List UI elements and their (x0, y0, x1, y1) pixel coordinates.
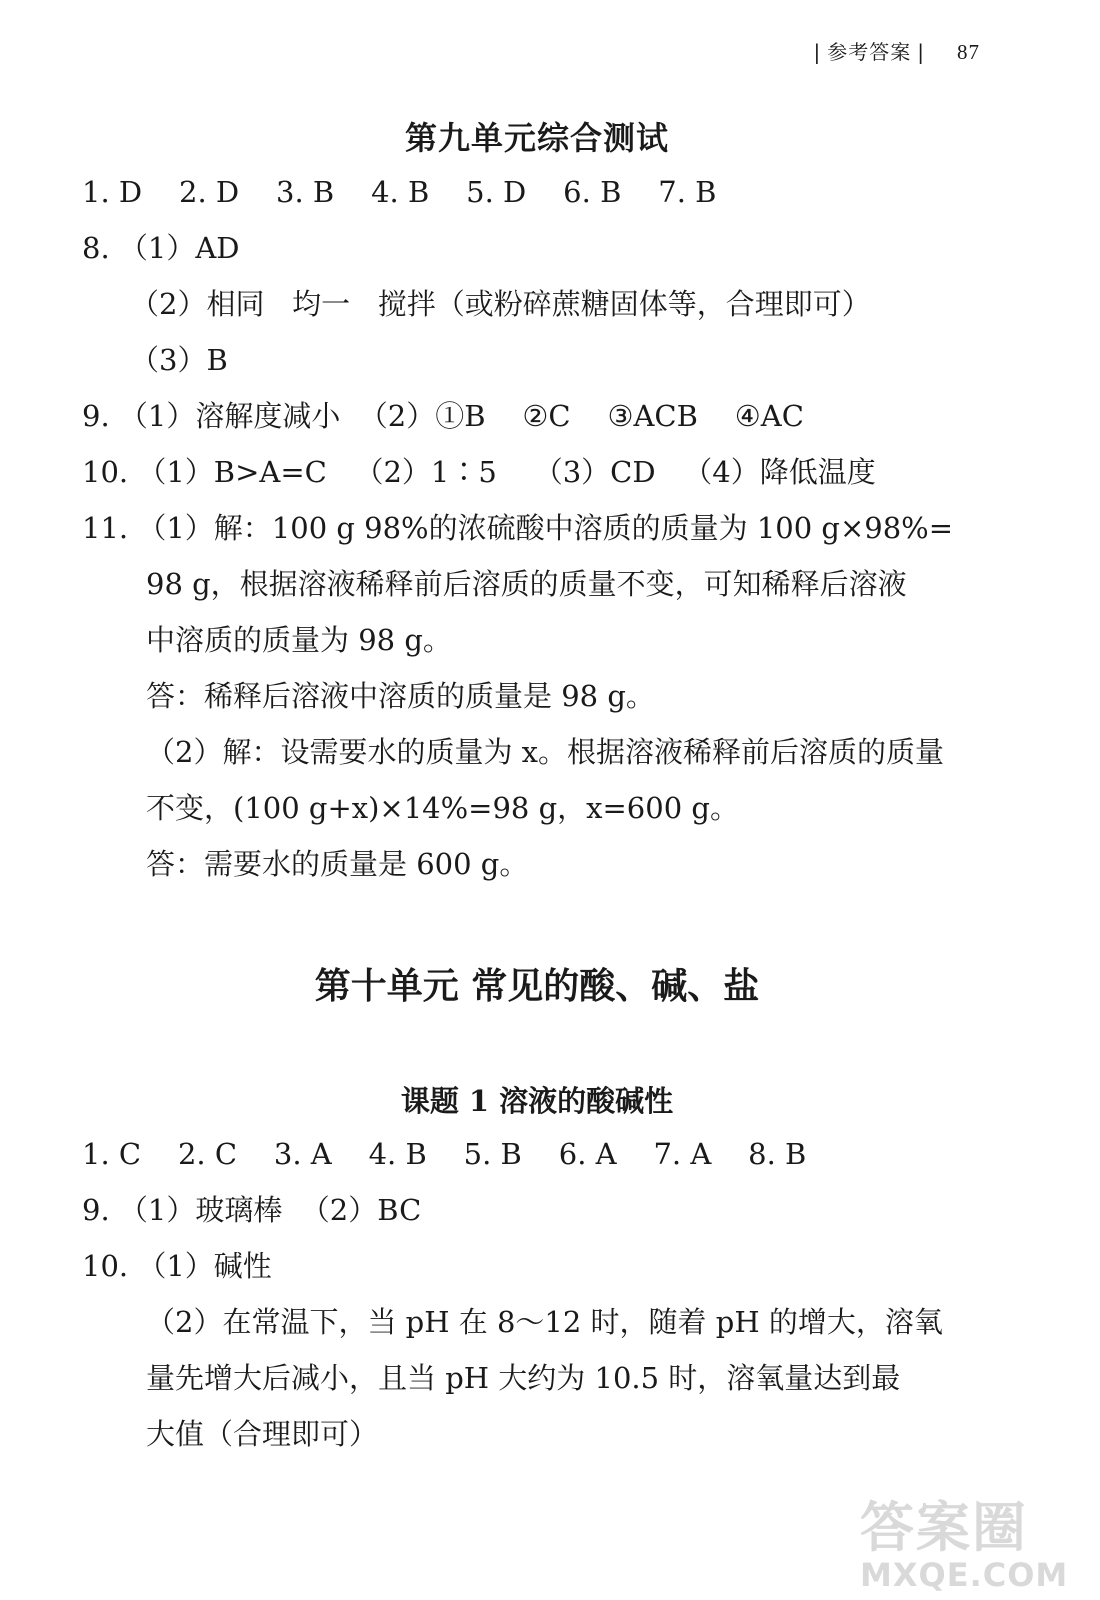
answer-line: 量先增大后减小，且当 pH 大约为 10.5 时，溶氧量达到最 (146, 1361, 901, 1395)
answer-line: 9. （1）玻璃棒 （2）BC (82, 1193, 422, 1227)
header-divider: | (813, 40, 822, 64)
answer-line: （2）相同 均一 搅拌（或粉碎蔗糖固体等，合理即可） (130, 287, 871, 321)
answer-line: 答：稀释后溶液中溶质的质量是 98 g。 (146, 679, 655, 713)
watermark-en: MXQE.COM (860, 1556, 1069, 1594)
answer-line: 不变，(100 g+x)×14%=98 g，x=600 g。 (146, 791, 739, 825)
answer-line: 1. D 2. D 3. B 4. B 5. D 6. B 7. B (82, 175, 717, 209)
answer-line: 答：需要水的质量是 600 g。 (146, 847, 529, 881)
answer-line: 10. （1）碱性 (82, 1249, 272, 1283)
header-section: 参考答案 (827, 40, 912, 64)
answer-line: 中溶质的质量为 98 g。 (146, 623, 452, 657)
answer-line: 10. （1）B>A=C （2）1∶5 （3）CD （4）降低温度 (82, 455, 876, 489)
header-divider: | (917, 40, 925, 64)
answer-line: 9. （1）溶解度减小 （2）①B ②C ③ACB ④AC (82, 399, 804, 433)
lesson-title: 课题 1 溶液的酸碱性 (400, 1084, 674, 1118)
answer-line: 11. （1）解：100 g 98%的浓硫酸中溶质的质量为 100 g×98%= (82, 511, 954, 545)
answer-line: 98 g，根据溶液稀释前后溶质的质量不变，可知稀释后溶液 (146, 567, 907, 601)
page-header (808, 36, 981, 65)
watermark-logo (860, 1485, 1080, 1595)
unit9-title: 第九单元综合测试 (404, 119, 669, 157)
watermark-cn: 答案圈 (860, 1496, 1028, 1559)
answer-line: 1. C 2. C 3. A 4. B 5. B 6. A 7. A 8. B (82, 1137, 807, 1171)
answer-line: （2）解：设需要水的质量为 x。根据溶液稀释前后溶质的质量 (146, 735, 945, 769)
answer-content (82, 112, 992, 1462)
unit10-title: 第十单元 常见的酸、碱、盐 (314, 965, 760, 1007)
answer-line: 8. （1）AD (82, 231, 240, 265)
answer-line: （3）B (130, 343, 228, 377)
answer-line: 大值（合理即可） (146, 1417, 379, 1451)
answer-line: （2）在常温下，当 pH 在 8～12 时，随着 pH 的增大，溶氧 (146, 1305, 943, 1339)
page-number: 87 (957, 40, 980, 64)
